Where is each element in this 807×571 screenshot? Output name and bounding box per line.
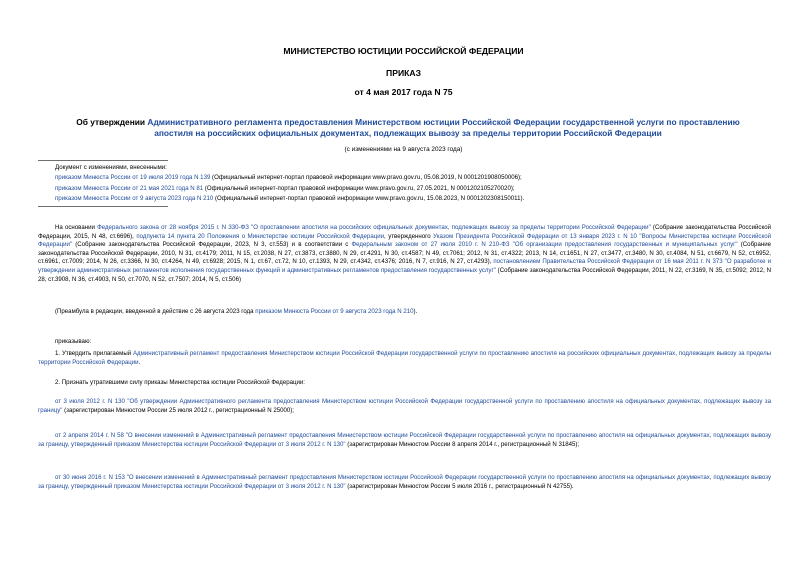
repealed-order-link[interactable]: от 3 июля 2012 г. N 130 "Об утверждении Административного регламента предоставления Министерством юстиции Российской Федерации государственной услуги по проставлению апостиля на официальных документах, подлежащих вывозу за границу" <box>38 398 771 414</box>
basis-text: (Собрание законодательства Российской Федерации, 2011, N 22, ст.3169, N 35, ст.5092; 2012, N 28, ст.3908, N 36, ст.4903, N 50, ст.7070, N 52, ст.7507; 2014, N 5, ст.506) <box>38 266 771 283</box>
order-item-text: 1. Утвердить прилагаемый <box>55 350 133 357</box>
regulation-subparagraph-link[interactable]: подпункта 14 пункта 20 Положения о Министерстве юстиции Российской Федерации <box>136 232 385 240</box>
government-resolution-link[interactable]: постановлением Правительства Российской Федерации от 16 мая 2011 г. N 373 "О разработке и утверждении административных регламентов исполнения государственных функций и административных регламентов предоставления государственных услуг" <box>38 258 771 274</box>
changes-note: (с изменениями на 9 августа 2023 года) <box>344 146 463 153</box>
repealed-order-link[interactable]: от 2 апреля 2014 г. N 58 "О внесении изменений в Административный регламент предоставления Министерством юстиции Российской Федерации государственной услуги по проставлению апостиля на официальных документах, подлежащих вывозу за границу, утвержденный приказом Министерства юстиции Российской Федерации от 3 июля 2012 г. N 130" <box>38 432 771 448</box>
title-prefix: Об утверждении <box>76 117 148 127</box>
editions-block <box>55 163 795 205</box>
repealed-order <box>38 398 771 415</box>
repealed-order-registration: (зарегистрирован Минюстом России 25 июля 2012 г., регистрационный N 25000); <box>62 406 294 414</box>
basis-text: , утвержденного <box>384 232 434 240</box>
edition-link[interactable]: приказом Минюста России от 19 июля 2019 года N 139 <box>55 174 211 182</box>
basis-text: (Собрание законодательства Российской Федерации, 2015, N 48, ст.6696), <box>38 224 771 240</box>
repealed-order-registration: (зарегистрирован Минюстом России 5 июля 2016 г., регистрационный N 42755). <box>345 482 574 490</box>
order-heading: ПРИКАЗ <box>386 68 421 78</box>
edition-source: (Официальный интернет-портал правовой информации www.pravo.gov.ru, 15.08.2023, N 0001202308150011). <box>213 195 525 203</box>
divider-top <box>38 160 168 161</box>
edition-item <box>55 184 795 194</box>
basis-text: На основании <box>55 224 98 231</box>
edition-link[interactable]: приказом Минюста России от 21 мая 2021 года N 81 <box>55 184 204 192</box>
title-regulation-link[interactable]: Административного регламента предоставления Министерством юстиции Российской Федерации государственной услуги по проставлению апостиля на российских официальных документах, подлежащих вывозу за пределы территории Российской Федерации <box>147 117 740 138</box>
edition-source: (Официальный интернет-портал правовой информации www.pravo.gov.ru, 27.05.2021, N 0001202105270020); <box>203 184 515 192</box>
repealed-order-link[interactable]: от 30 июня 2016 г. N 153 "О внесении изменений в Административный регламент предоставления Министерством юстиции Российской Федерации государственной услуги по проставлению апостиля на официальных документах, подлежащих вывозу за границу, утвержденный приказом Министерства юстиции Российской Федерации от 3 июля 2012 г. N 130" <box>38 474 771 490</box>
editions-intro: Документ с изменениями, внесенными: <box>55 164 167 171</box>
repealed-order <box>38 474 771 491</box>
basis-paragraph <box>38 224 771 284</box>
divider-bottom <box>38 206 168 207</box>
edition-item <box>55 173 795 183</box>
preamble-text: (Преамбула в редакции, введенной в действие с 26 августа 2023 года <box>55 308 256 315</box>
order-item-2: 2. Признать утратившими силу приказы Министерства юстиции Российской Федерации: <box>55 379 305 386</box>
order-item-1 <box>38 350 771 367</box>
order-item-end: . <box>138 358 141 366</box>
document-title <box>58 117 758 139</box>
edition-source: (Официальный интернет-портал правовой информации www.pravo.gov.ru, 05.08.2019, N 0001201908050006); <box>210 174 522 182</box>
repealed-order <box>38 432 771 449</box>
basis-text: (Собрание законодательства Российской Федерации, 2023, N 3, ст.553) и в соответствии с <box>72 241 352 249</box>
presidential-decree-link[interactable]: Указом Президента Российской Федерации от 13 января 2023 г. N 10 "Вопросы Министерства юстиции Российской Федерации" <box>38 232 771 249</box>
basis-text: (Собрание законодательства Российской Федерации, 2010, N 31, ст.4179; 2011, N 15, ст.2038, N 27, ст.3873, ст.3880, N 29, ст.4291, N 30, ст.4587; N 49, ст.7061; 2012, N 31, ст.4322; 2013, N 14, ст.1651, N 27, ст.3477, ст.3480, N 30, ст.4084, N 51, ст.6679, N 52, ст.6952, ст.6961, ст.7009; 2014, N 26, ст.3366, N 30, ст.4264, N 49, ст.6928; 2015, N 1, ст.67, ст.72, N 10, ст.1393, N 29, ст.4342, ст.4376; 2016, N 7, ст.916, N 27, ст.4293), <box>38 241 771 266</box>
order-word: приказываю: <box>55 338 92 345</box>
preamble-end: ). <box>413 308 418 315</box>
regulation-link[interactable]: Административный регламент предоставления Министерством юстиции Российской Федерации государственной услуги по проставлению апостиля на российских официальных документах, подлежащих вывозу за пределы территории Российской Федерации <box>38 350 771 366</box>
repealed-order-registration: (зарегистрирован Минюстом России 8 апреля 2014 г., регистрационный N 31845); <box>345 440 580 448</box>
preamble-note <box>55 308 785 317</box>
preamble-order-link[interactable]: приказом Минюста России от 9 августа 2023 года N 210 <box>255 308 414 315</box>
ministry-heading: МИНИСТЕРСТВО ЮСТИЦИИ РОССИЙСКОЙ ФЕДЕРАЦИИ <box>283 46 524 56</box>
federal-law-210-link[interactable]: Федеральным законом от 27 июля 2010 г. N 210-ФЗ "Об организации предоставления государственных и муниципальных услуг" <box>351 241 738 249</box>
edition-link[interactable]: приказом Минюста России от 9 августа 2023 года N 210 <box>55 195 214 203</box>
order-date: от 4 мая 2017 года N 75 <box>354 87 453 97</box>
edition-item <box>55 194 795 204</box>
federal-law-330-link[interactable]: Федерального закона от 28 ноября 2015 г. N 330-ФЗ "О проставлении апостиля на российских официальных документах, подлежащих вывозу за пределы территории Российской Федерации" <box>97 224 651 231</box>
